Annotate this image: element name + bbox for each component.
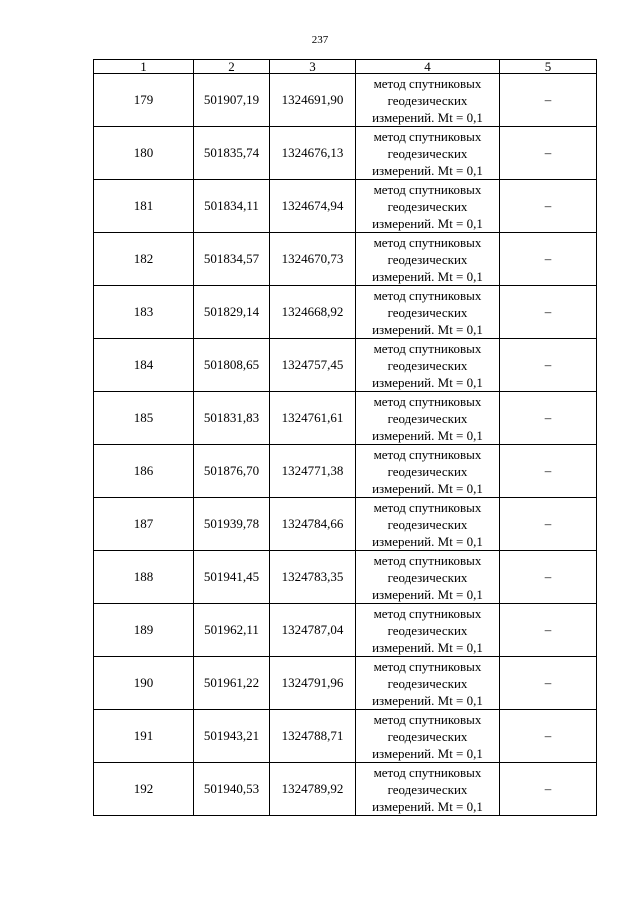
method-text-line-3: измерений. Mt = 0,1 [372,215,483,231]
method-text-line-2: геодезических [387,675,468,691]
point-number-cell: 182 [94,233,194,286]
method-text-line-3: измерений. Mt = 0,1 [372,374,483,390]
method-cell [356,604,500,657]
method-text-line-2: геодезических [387,781,468,797]
x-coordinate-cell: 501835,74 [194,127,270,180]
y-coordinate-cell: 1324674,94 [270,180,356,233]
method-cell [356,498,500,551]
method-text-line-2: геодезических [387,198,468,214]
x-coordinate-cell: 501834,57 [194,233,270,286]
method-text-line-1: метод спутниковых [373,75,482,91]
y-coordinate-cell: 1324791,96 [270,657,356,710]
note-cell: – [500,392,597,445]
table-row [94,551,597,604]
method-cell [356,233,500,286]
point-number-cell: 180 [94,127,194,180]
point-number-cell: 183 [94,286,194,339]
method-text-line-2: геодезических [387,569,468,585]
method-text-line-1: метод спутниковых [373,234,482,250]
y-coordinate-cell: 1324788,71 [270,710,356,763]
method-text-line-2: геодезических [387,145,468,161]
x-coordinate-cell: 501943,21 [194,710,270,763]
table-row [94,127,597,180]
note-cell: – [500,498,597,551]
y-coordinate-cell: 1324771,38 [270,445,356,498]
method-text-line-3: измерений. Mt = 0,1 [372,745,483,761]
x-coordinate-cell: 501941,45 [194,551,270,604]
y-coordinate-cell: 1324761,61 [270,392,356,445]
table-row [94,604,597,657]
method-text-line-1: метод спутниковых [373,340,482,356]
method-text-line-1: метод спутниковых [373,764,482,780]
table-header-row [94,60,597,74]
table-row [94,498,597,551]
point-number-cell: 179 [94,74,194,127]
table-row [94,710,597,763]
point-number-cell: 191 [94,710,194,763]
note-cell: – [500,551,597,604]
method-text-line-2: геодезических [387,357,468,373]
note-cell: – [500,657,597,710]
table-row [94,286,597,339]
method-cell [356,74,500,127]
method-text-line-3: измерений. Mt = 0,1 [372,639,483,655]
x-coordinate-cell: 501829,14 [194,286,270,339]
y-coordinate-cell: 1324676,13 [270,127,356,180]
column-header-1: 1 [94,60,194,74]
table-row [94,763,597,816]
method-text-line-1: метод спутниковых [373,552,482,568]
x-coordinate-cell: 501961,22 [194,657,270,710]
method-cell [356,392,500,445]
note-cell: – [500,710,597,763]
method-text-line-2: геодезических [387,728,468,744]
note-cell: – [500,763,597,816]
method-text-line-1: метод спутниковых [373,287,482,303]
table-row [94,74,597,127]
point-number-cell: 187 [94,498,194,551]
method-text-line-1: метод спутниковых [373,393,482,409]
method-text-line-1: метод спутниковых [373,181,482,197]
x-coordinate-cell: 501962,11 [194,604,270,657]
method-cell [356,339,500,392]
note-cell: – [500,286,597,339]
method-cell [356,710,500,763]
x-coordinate-cell: 501940,53 [194,763,270,816]
point-number-cell: 192 [94,763,194,816]
method-cell [356,180,500,233]
x-coordinate-cell: 501907,19 [194,74,270,127]
method-text-line-3: измерений. Mt = 0,1 [372,586,483,602]
method-text-line-3: измерений. Mt = 0,1 [372,533,483,549]
column-header-3: 3 [270,60,356,74]
point-number-cell: 181 [94,180,194,233]
table-row [94,392,597,445]
coordinates-table [93,59,597,816]
method-text-line-3: измерений. Mt = 0,1 [372,480,483,496]
y-coordinate-cell: 1324691,90 [270,74,356,127]
method-cell [356,286,500,339]
method-text-line-2: геодезических [387,463,468,479]
point-number-cell: 188 [94,551,194,604]
y-coordinate-cell: 1324783,35 [270,551,356,604]
note-cell: – [500,604,597,657]
method-text-line-2: геодезических [387,92,468,108]
y-coordinate-cell: 1324668,92 [270,286,356,339]
method-cell [356,763,500,816]
x-coordinate-cell: 501834,11 [194,180,270,233]
method-text-line-1: метод спутниковых [373,658,482,674]
method-cell [356,551,500,604]
method-text-line-1: метод спутниковых [373,446,482,462]
method-text-line-3: измерений. Mt = 0,1 [372,427,483,443]
note-cell: – [500,127,597,180]
table-row [94,233,597,286]
method-text-line-3: измерений. Mt = 0,1 [372,798,483,814]
x-coordinate-cell: 501876,70 [194,445,270,498]
note-cell: – [500,445,597,498]
note-cell: – [500,339,597,392]
table-row [94,180,597,233]
method-text-line-2: геодезических [387,410,468,426]
y-coordinate-cell: 1324784,66 [270,498,356,551]
column-header-2: 2 [194,60,270,74]
method-text-line-2: геодезических [387,516,468,532]
point-number-cell: 184 [94,339,194,392]
column-header-5: 5 [500,60,597,74]
method-cell [356,445,500,498]
table-row [94,445,597,498]
method-text-line-2: геодезических [387,304,468,320]
note-cell: – [500,233,597,286]
note-cell: – [500,74,597,127]
y-coordinate-cell: 1324757,45 [270,339,356,392]
method-text-line-3: измерений. Mt = 0,1 [372,321,483,337]
method-cell [356,127,500,180]
point-number-cell: 185 [94,392,194,445]
note-cell: – [500,180,597,233]
method-text-line-1: метод спутниковых [373,128,482,144]
point-number-cell: 186 [94,445,194,498]
y-coordinate-cell: 1324789,92 [270,763,356,816]
method-text-line-1: метод спутниковых [373,499,482,515]
y-coordinate-cell: 1324670,73 [270,233,356,286]
point-number-cell: 189 [94,604,194,657]
method-text-line-3: измерений. Mt = 0,1 [372,109,483,125]
table-row [94,339,597,392]
method-text-line-1: метод спутниковых [373,711,482,727]
point-number-cell: 190 [94,657,194,710]
column-header-4: 4 [356,60,500,74]
method-text-line-3: измерений. Mt = 0,1 [372,268,483,284]
method-text-line-3: измерений. Mt = 0,1 [372,692,483,708]
method-text-line-1: метод спутниковых [373,605,482,621]
table-row [94,657,597,710]
y-coordinate-cell: 1324787,04 [270,604,356,657]
method-cell [356,657,500,710]
method-text-line-2: геодезических [387,622,468,638]
method-text-line-3: измерений. Mt = 0,1 [372,162,483,178]
method-text-line-2: геодезических [387,251,468,267]
x-coordinate-cell: 501808,65 [194,339,270,392]
x-coordinate-cell: 501831,83 [194,392,270,445]
x-coordinate-cell: 501939,78 [194,498,270,551]
page-number: 237 [311,34,329,46]
